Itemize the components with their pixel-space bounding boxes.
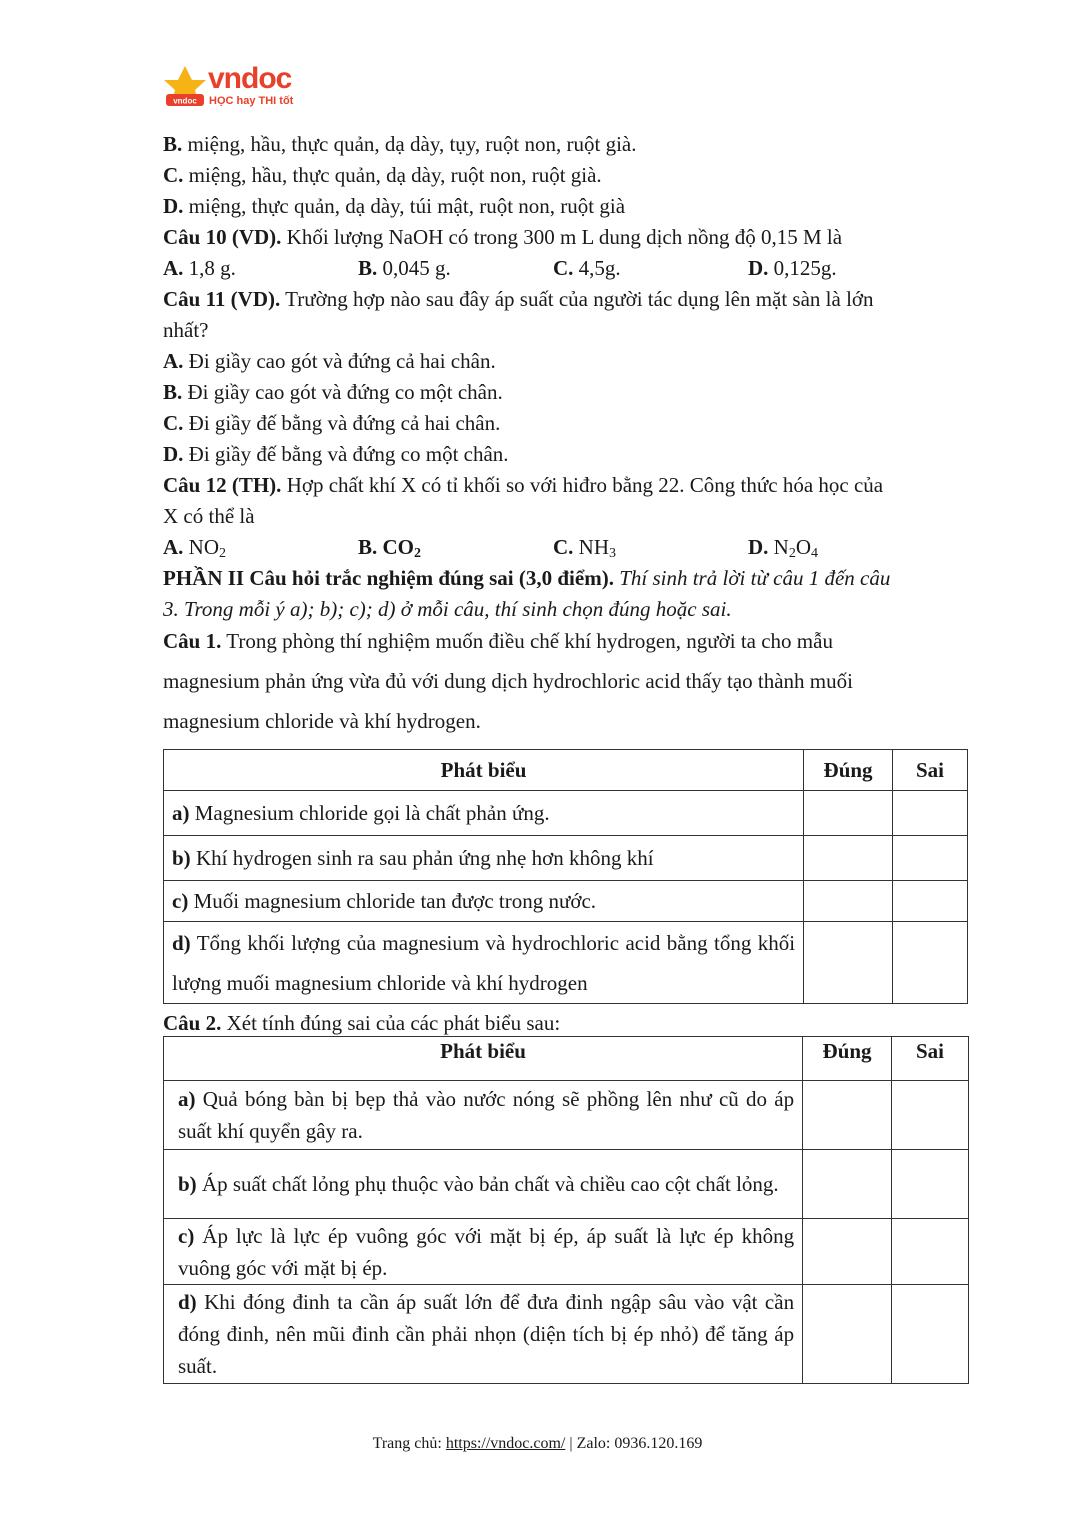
part2-instruction-cont: 3. Trong mỗi ý a); b); c); d) ở mỗi câu, thí sinh chọn đúng hoặc sai. [163, 597, 732, 621]
q12-option-b [358, 533, 421, 561]
q10-option-d [748, 254, 837, 282]
q9-option-c [163, 161, 602, 189]
statement-text: Khi đóng đinh ta cần áp suất lớn để đưa đinh ngập sâu vào vật cần đóng đinh, nên mũi đinh cần phải nhọn (diện tích bị ép nhỏ) để tăng áp suất. [178, 1290, 795, 1378]
q12-option-c [553, 533, 616, 561]
option-text: 1,8 g. [183, 256, 236, 280]
true-answer-cell[interactable] [803, 1219, 892, 1285]
statement-text: Áp lực là lực ép vuông góc với mặt bị ép, áp suất là lực ép không vuông góc với mặt bị ép. [178, 1223, 795, 1280]
option-letter: C. [163, 163, 184, 187]
formula-text: O [795, 535, 812, 559]
table-row [164, 1219, 969, 1285]
p2q1-stem [163, 627, 833, 655]
statement-cell [164, 922, 804, 1004]
section-instruction: Thí sinh trả lời từ câu 1 đến câu [613, 566, 891, 590]
false-answer-cell[interactable] [893, 881, 968, 922]
true-answer-cell[interactable] [803, 1285, 892, 1384]
table-row [164, 881, 968, 922]
p2q1-stem-line2: magnesium phản ứng vừa đủ với dung dịch hydrochloric acid thấy tạo thành muối [163, 669, 853, 693]
question-label: Câu 12 (TH). [163, 473, 282, 497]
col-false-header: Sai [893, 750, 968, 791]
col-true-header: Đúng [804, 750, 893, 791]
option-letter: B. [358, 256, 378, 280]
table-row [164, 1150, 969, 1219]
option-letter: D. [748, 535, 769, 559]
question-text: Khối lượng NaOH có trong 300 m L dung dịch nồng độ 0,15 M là [281, 225, 843, 249]
true-answer-cell[interactable] [804, 881, 893, 922]
statement-cell [164, 1285, 803, 1384]
statement-key: a) [172, 800, 190, 825]
section-title: PHẦN II Câu hỏi trắc nghiệm đúng sai (3,0 điểm). [163, 566, 614, 590]
formula-subscript: 2 [219, 546, 227, 561]
statement-text: Áp suất chất lỏng phụ thuộc vào bản chất và chiều cao cột chất lỏng. [196, 1172, 779, 1196]
footer-prefix: Trang chủ: [372, 1435, 446, 1452]
option-text: 4,5g. [573, 256, 621, 280]
col-statement-header: Phát biểu [164, 750, 804, 791]
option-text: Đi giầy đế bằng và đứng co một chân. [183, 442, 509, 466]
question-text: Trong phòng thí nghiệm muốn điều chế khí hydrogen, người ta cho mẫu [221, 629, 833, 653]
option-letter: C. [553, 535, 574, 559]
false-answer-cell[interactable] [893, 836, 968, 881]
q11-option-c [163, 409, 500, 437]
option-text: Đi giầy đế bằng và đứng cả hai chân. [183, 411, 501, 435]
statement-text: Quả bóng bàn bị bẹp thả vào nước nóng sẽ phồng lên như cũ do áp suất khí quyển gây ra. [178, 1087, 795, 1143]
formula-text: NO [183, 535, 220, 559]
p2q1-statement-table [163, 749, 968, 1004]
statement-cell [164, 1150, 803, 1219]
false-answer-cell[interactable] [892, 1081, 969, 1150]
question-label: Câu 11 (VD). [163, 287, 281, 311]
true-answer-cell[interactable] [804, 791, 893, 836]
question-label: Câu 1. [163, 629, 222, 653]
p2q2-statement-table [163, 1036, 969, 1384]
statement-text: Magnesium chloride gọi là chất phản ứng. [189, 800, 550, 825]
option-letter: C. [553, 256, 574, 280]
q11-option-d [163, 440, 509, 468]
footer-contact: | Zalo: 0936.120.169 [565, 1435, 703, 1452]
table-row [164, 1081, 969, 1150]
option-text: Đi giầy cao gót và đứng cả hai chân. [183, 349, 496, 373]
option-letter: B. [358, 535, 378, 559]
statement-key: c) [172, 888, 189, 913]
page-footer [0, 1434, 1075, 1454]
formula-subscript: 4 [811, 546, 819, 561]
q9-option-d [163, 192, 625, 220]
question-label: Câu 2. [163, 1011, 222, 1035]
option-letter: C. [163, 411, 184, 435]
homepage-link[interactable]: https://vndoc.com/ [445, 1435, 566, 1452]
false-answer-cell[interactable] [892, 1150, 969, 1219]
formula-text: N [768, 535, 789, 559]
option-letter: D. [748, 256, 769, 280]
statement-cell [164, 881, 804, 922]
option-text: 0,045 g. [377, 256, 451, 280]
p2q1-stem-line3: magnesium chloride và khí hydrogen. [163, 709, 481, 733]
option-letter: B. [163, 132, 183, 156]
q12-option-a [163, 533, 226, 561]
col-false-header: Sai [892, 1037, 969, 1081]
statement-cell [164, 836, 804, 881]
logo-emblem-icon [162, 64, 208, 110]
option-text: Đi giầy cao gót và đứng co một chân. [182, 380, 503, 404]
statement-key: b) [178, 1172, 197, 1196]
table-row [164, 836, 968, 881]
q9-option-b [163, 130, 637, 158]
vndoc-logo[interactable] [162, 62, 322, 114]
q10-option-c [553, 254, 621, 282]
question-label: Câu 10 (VD). [163, 225, 282, 249]
p2q2-stem [163, 1009, 560, 1037]
q11-stem-cont: nhất? [163, 318, 209, 342]
statement-text: Khí hydrogen sinh ra sau phản ứng nhẹ hơn không khí [190, 845, 654, 870]
q11-stem [163, 285, 874, 313]
option-letter: A. [163, 535, 184, 559]
statement-key: b) [172, 845, 191, 870]
option-text: miệng, hầu, thực quản, dạ dày, tụy, ruột non, ruột già. [182, 132, 637, 156]
col-statement-header: Phát biểu [164, 1037, 803, 1081]
formula-subscript: 2 [414, 546, 422, 561]
formula-subscript: 3 [609, 546, 617, 561]
option-text: 0,125g. [768, 256, 837, 280]
question-text: Trường hợp nào sau đây áp suất của người tác dụng lên mặt sàn là lớn [280, 287, 874, 311]
statement-cell [164, 1219, 803, 1285]
true-answer-cell[interactable] [803, 1150, 892, 1219]
q11-option-b [163, 378, 503, 406]
table-row [164, 1285, 969, 1384]
q12-stem [163, 471, 883, 499]
option-text: miệng, thực quản, dạ dày, túi mật, ruột non, ruột già [183, 194, 626, 218]
question-text: Hợp chất khí X có tỉ khối so với hiđro bằng 22. Công thức hóa học của [281, 473, 884, 497]
statement-key: d) [172, 930, 191, 955]
q10-option-a [163, 254, 236, 282]
option-letter: B. [163, 380, 183, 404]
statement-text: Muối magnesium chloride tan được trong nước. [188, 888, 597, 913]
logo-badge-text: vndoc [173, 96, 197, 106]
false-answer-cell[interactable] [892, 1285, 969, 1384]
option-letter: A. [163, 349, 184, 373]
table-row [164, 791, 968, 836]
q12-stem-cont: X có thể là [163, 504, 255, 528]
q12-option-d [748, 533, 818, 561]
col-true-header: Đúng [803, 1037, 892, 1081]
formula-subscript: 2 [788, 546, 796, 561]
option-letter: D. [163, 194, 184, 218]
option-letter: A. [163, 256, 184, 280]
table-header-row [164, 750, 968, 791]
q10-option-b [358, 254, 451, 282]
statement-key: a) [178, 1087, 196, 1111]
true-answer-cell[interactable] [803, 1081, 892, 1150]
option-text: miệng, hầu, thực quản, dạ dày, ruột non, ruột già. [183, 163, 602, 187]
statement-key: c) [178, 1223, 195, 1248]
statement-cell [164, 1081, 803, 1150]
logo-tagline: HỌC hay THI tốt [209, 95, 294, 107]
formula-text: NH [573, 535, 610, 559]
q10-stem [163, 223, 842, 251]
false-answer-cell[interactable] [893, 922, 968, 1004]
logo-brand-text: vndoc [208, 62, 292, 95]
statement-cell [164, 791, 804, 836]
table-header-row [164, 1037, 969, 1081]
table-row [164, 922, 968, 1004]
false-answer-cell[interactable] [892, 1219, 969, 1285]
statement-key: d) [178, 1290, 197, 1314]
part2-heading [163, 564, 890, 592]
option-letter: D. [163, 442, 184, 466]
statement-text: Tổng khối lượng của magnesium và hydrochloric acid bằng tổng khối lượng muối magnesium chloride và khí hydrogen [172, 930, 796, 995]
q11-option-a [163, 347, 496, 375]
question-text: Xét tính đúng sai của các phát biểu sau: [221, 1011, 561, 1035]
formula-text: CO [377, 535, 415, 559]
false-answer-cell[interactable] [893, 791, 968, 836]
true-answer-cell[interactable] [804, 922, 893, 1004]
true-answer-cell[interactable] [804, 836, 893, 881]
